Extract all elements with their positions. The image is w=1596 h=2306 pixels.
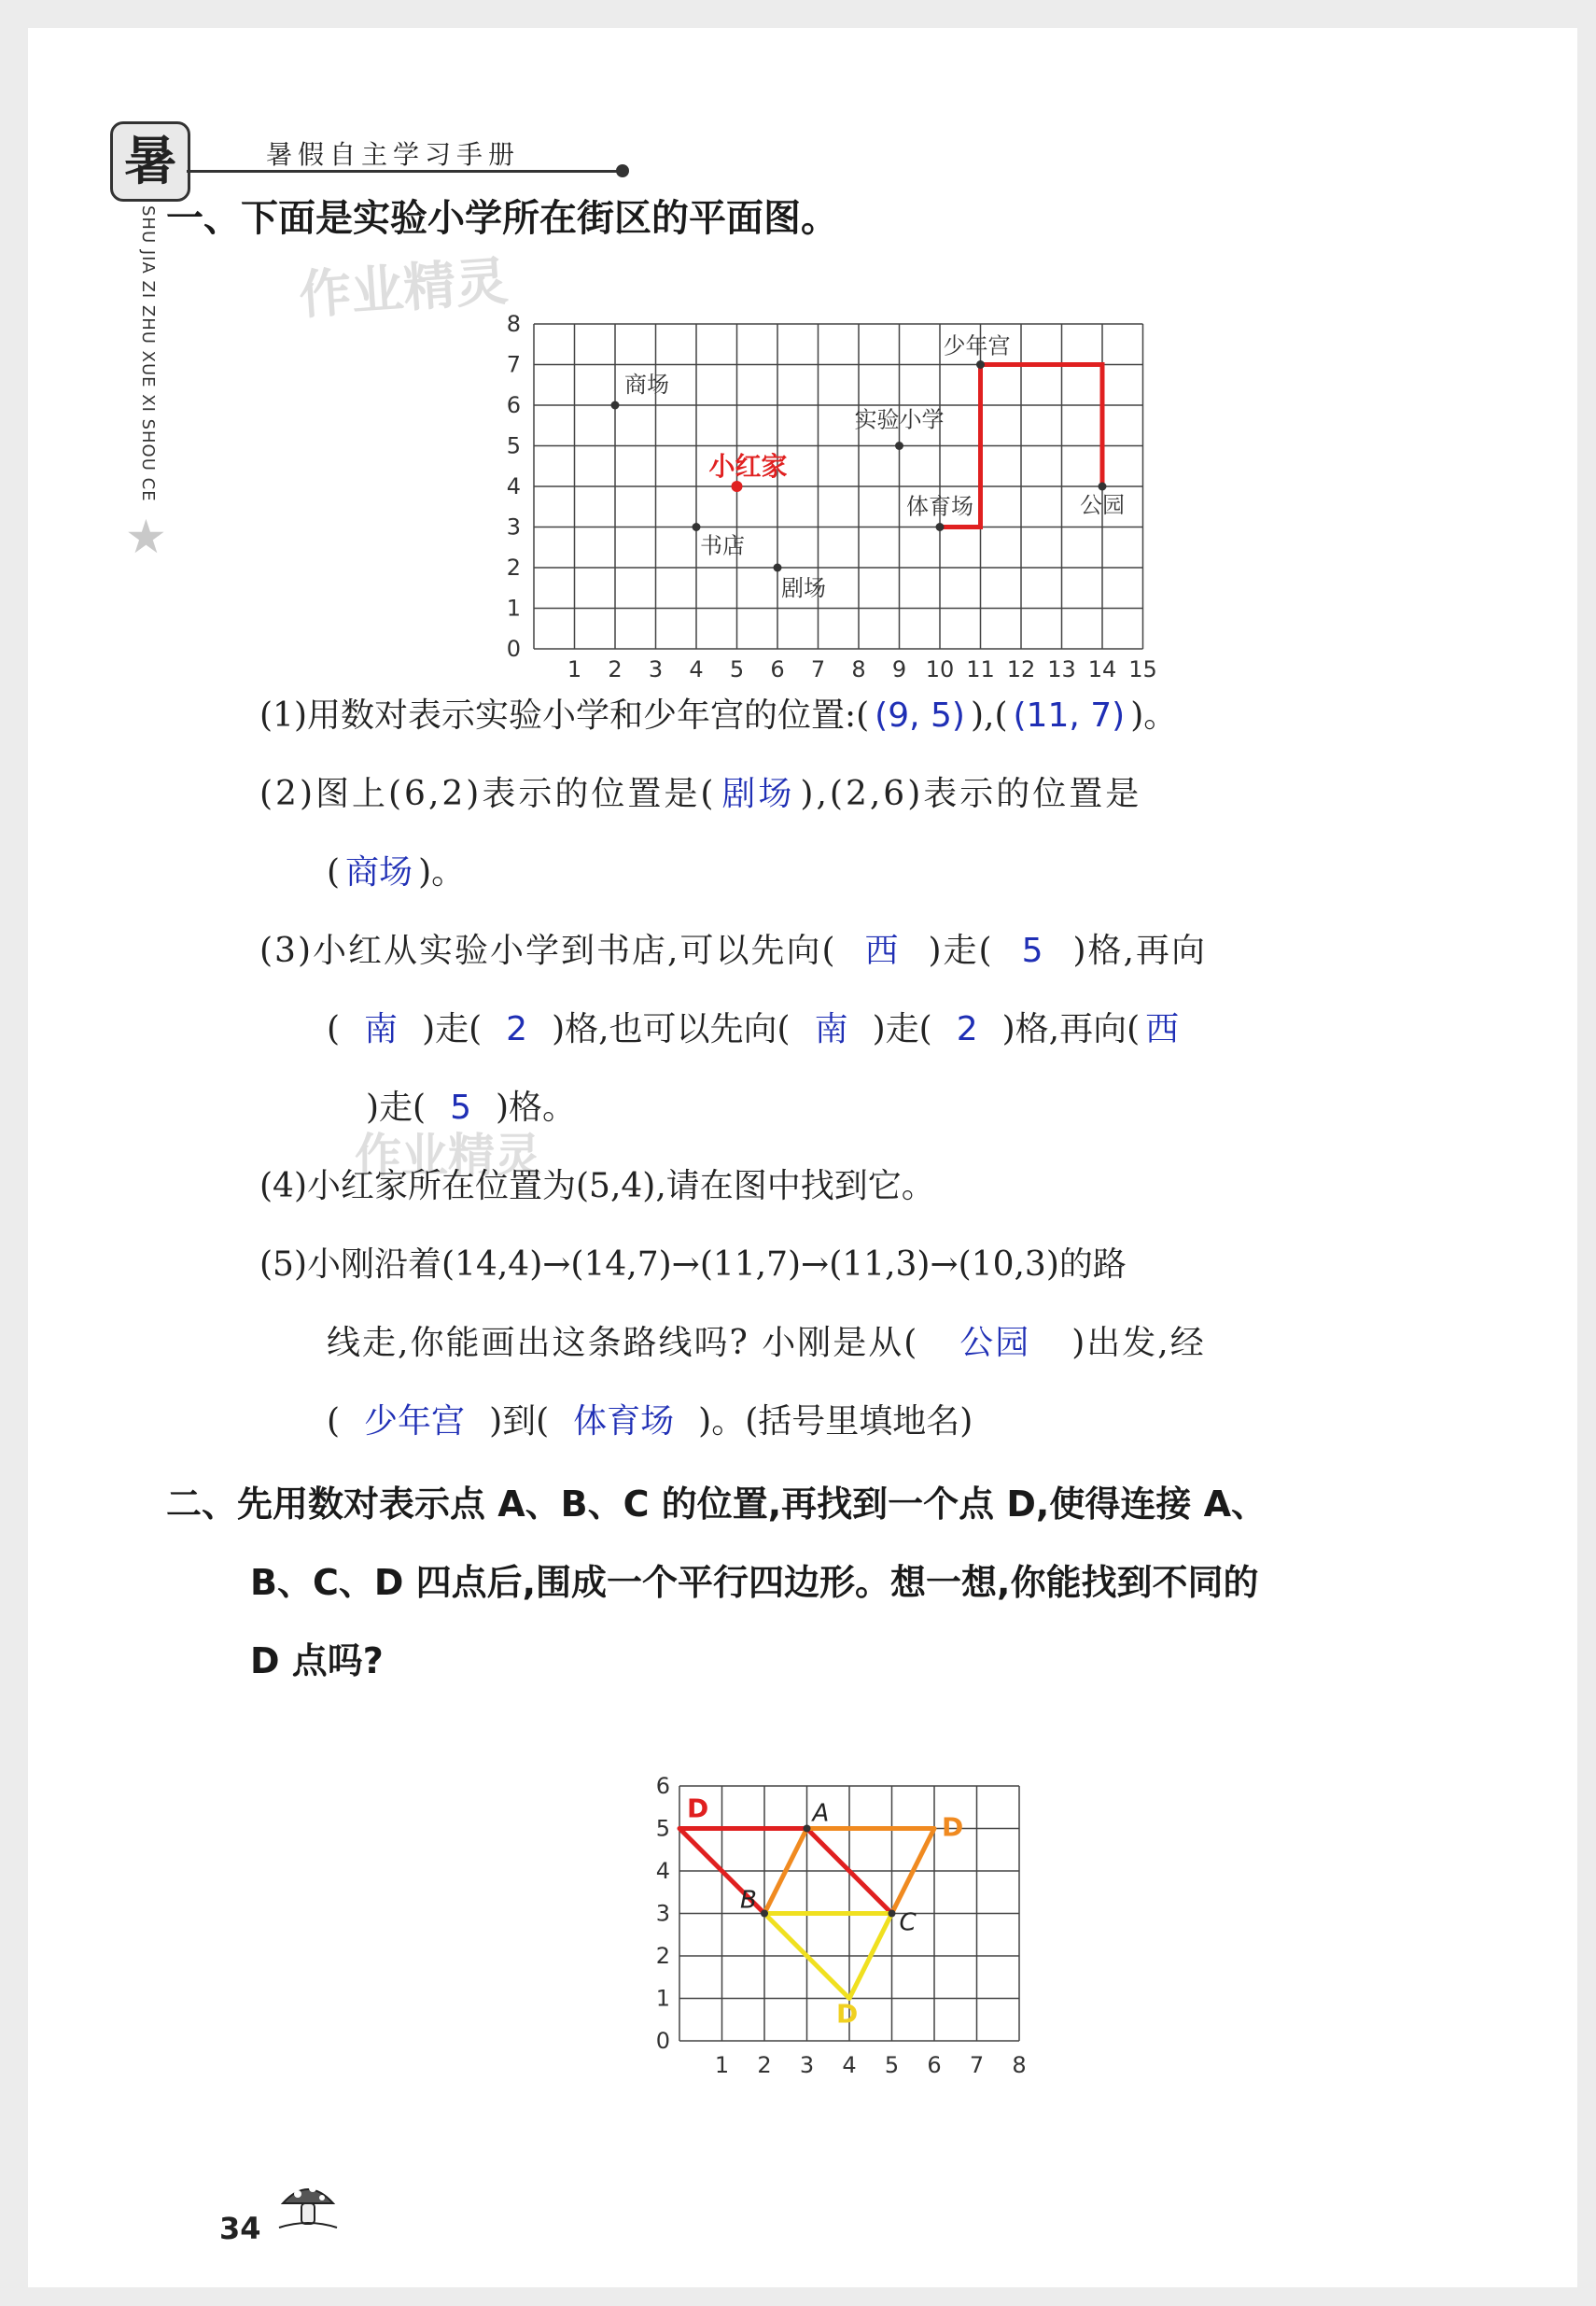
answer-school-position: (9, 5)	[875, 696, 965, 735]
point-marker	[804, 1825, 811, 1833]
header-title: 暑假自主学习手册	[266, 139, 521, 170]
x-tick-label: 8	[851, 656, 866, 682]
vertical-pinyin: SHU JIA ZI ZHU XUE XI SHOU CE	[138, 205, 158, 502]
question-2	[259, 767, 1141, 815]
x-tick-label: 3	[799, 2052, 815, 2078]
answer-west: 西	[1145, 1010, 1180, 1048]
q5-text: 线走,你能画出这条路线吗? 小刚是从(	[327, 1324, 919, 1362]
y-tick-label: 0	[655, 2028, 670, 2054]
q3-text: )走(	[422, 1010, 483, 1048]
place-point	[611, 401, 620, 410]
answer-youth-palace: 少年宫	[364, 1402, 466, 1441]
answer-five: 5	[450, 1089, 471, 1127]
x-tick-label: 15	[1128, 656, 1157, 682]
section2-line1: 二、先用数对表示点 A、B、C 的位置,再找到一个点 D,使得连接 A、	[166, 1483, 1267, 1525]
q2-mid: ),(2,6)表示的位置是	[800, 775, 1142, 813]
q3-text: )格,再向	[1072, 932, 1207, 970]
section2-line3: D 点吗?	[250, 1640, 384, 1681]
point-label: D	[687, 1793, 709, 1824]
x-tick-label: 8	[1012, 2052, 1027, 2078]
q3-text: )走(	[928, 932, 994, 970]
place-label: 少年宫	[943, 332, 1011, 359]
y-tick-label: 4	[506, 473, 521, 499]
question-3-line3	[366, 1081, 576, 1129]
question-3	[259, 924, 1207, 972]
y-tick-label: 2	[506, 555, 521, 581]
q3-text: )走(	[366, 1089, 427, 1127]
q3-text: )格,也可以先向(	[552, 1010, 791, 1048]
x-tick-label: 7	[810, 656, 826, 682]
mushroom-icon	[275, 2175, 341, 2231]
place-label: 书店	[700, 532, 745, 559]
y-tick-label: 1	[506, 595, 521, 622]
point-label: A	[812, 1799, 830, 1828]
y-tick-label: 3	[506, 513, 521, 541]
answer-theater: 剧场	[721, 775, 795, 813]
q1-end: )。	[1130, 696, 1178, 735]
answer-stadium: 体育场	[573, 1402, 675, 1441]
q3-text: (3)小红从实验小学到书店,可以先向(	[259, 932, 837, 970]
x-tick-label: 3	[648, 656, 664, 682]
point-marker	[889, 1910, 896, 1918]
x-tick-label: 2	[608, 656, 623, 682]
x-tick-label: 10	[925, 656, 955, 682]
q5-text: )出发,经	[1071, 1324, 1206, 1362]
point-label: B	[740, 1886, 757, 1915]
point-label: C	[899, 1908, 917, 1937]
place-point	[895, 442, 903, 450]
star-icon: ★	[125, 510, 167, 564]
y-tick-label: 2	[655, 1943, 670, 1969]
x-tick-label: 5	[729, 656, 745, 682]
x-tick-label: 1	[567, 656, 582, 682]
page-number: 34	[219, 2211, 261, 2246]
question-5	[259, 1238, 1127, 1286]
y-tick-label: 5	[506, 432, 521, 459]
y-tick-label: 6	[506, 392, 521, 418]
place-point	[1099, 483, 1107, 491]
x-tick-label: 14	[1087, 656, 1117, 682]
place-point	[774, 564, 782, 572]
answer-south: 南	[814, 1010, 848, 1048]
q3-text: )格,再向(	[1001, 1010, 1141, 1048]
place-label: 小红家	[708, 451, 788, 482]
street-map-chart	[485, 294, 1185, 691]
q1-text: (1)用数对表示实验小学和少年宫的位置:(	[259, 696, 870, 735]
y-tick-label: 0	[506, 636, 521, 662]
parallelogram-grid-chart	[607, 1727, 1036, 2091]
y-tick-label: 1	[655, 1985, 670, 2012]
q3-text: )格。	[496, 1089, 577, 1127]
section1-heading: 一、下面是实验小学所在街区的平面图。	[166, 197, 838, 240]
question-2-line2	[327, 846, 465, 893]
q3-text: (	[327, 1010, 341, 1048]
watermark: 作业精灵	[297, 251, 511, 327]
q1-mid: ),(	[970, 696, 1008, 735]
section2-line2: B、C、D 四点后,围成一个平行四边形。想一想,你能找到不同的	[250, 1562, 1259, 1603]
place-label: 公园	[1080, 492, 1125, 518]
answer-mall: 商场	[345, 853, 413, 892]
x-tick-label: 1	[714, 2052, 730, 2078]
x-tick-label: 2	[757, 2052, 772, 2078]
question-1	[259, 689, 1177, 737]
q2-open: (	[327, 853, 341, 892]
q5-text: )。(括号里填地名)	[698, 1402, 973, 1441]
q5-text: (5)小刚沿着(14,4)→(14,7)→(11,7)→(11,3)→(10,3)的路	[259, 1245, 1127, 1284]
x-tick-label: 7	[969, 2052, 985, 2078]
x-tick-label: 13	[1047, 656, 1076, 682]
x-tick-label: 4	[842, 2052, 857, 2078]
answer-five: 5	[1021, 932, 1045, 970]
point-label: D	[942, 1811, 964, 1843]
workbook-page	[28, 28, 1577, 2287]
x-tick-label: 12	[1006, 656, 1036, 682]
q4-text: (4)小红家所在位置为(5,4),请在图中找到它。	[259, 1167, 935, 1205]
watermark: 作业精灵	[355, 1129, 541, 1183]
y-tick-label: 3	[655, 1900, 670, 1927]
place-point	[976, 360, 985, 369]
place-point	[693, 523, 701, 531]
place-label: 体育场	[906, 493, 973, 520]
y-tick-label: 8	[506, 311, 521, 337]
y-tick-label: 5	[655, 1815, 670, 1842]
place-label: 实验小学	[854, 406, 945, 433]
question-3-line2	[327, 1003, 1184, 1050]
place-point	[936, 523, 945, 531]
answer-palace-position: (11, 7)	[1013, 696, 1126, 735]
q3-text: )走(	[872, 1010, 932, 1048]
answer-park: 公园	[959, 1324, 1031, 1362]
y-tick-label: 7	[506, 351, 521, 378]
x-tick-label: 11	[966, 656, 995, 682]
point-label: D	[836, 1998, 859, 2030]
q5-text: (	[327, 1402, 341, 1441]
x-tick-label: 9	[891, 656, 907, 682]
q2-text: (2)图上(6,2)表示的位置是(	[259, 775, 717, 813]
question-5-line3	[327, 1395, 973, 1442]
answer-two: 2	[506, 1010, 528, 1048]
y-tick-label: 6	[655, 1773, 670, 1799]
answer-two: 2	[956, 1010, 978, 1048]
place-label: 商场	[624, 372, 669, 398]
point-marker	[761, 1910, 768, 1918]
q2-end: )。	[418, 853, 466, 892]
x-tick-label: 5	[884, 2052, 900, 2078]
place-point	[732, 481, 743, 492]
y-tick-label: 4	[655, 1858, 670, 1884]
q5-text: )到(	[489, 1402, 550, 1441]
answer-south: 南	[364, 1010, 399, 1048]
question-4	[259, 1160, 935, 1207]
x-tick-label: 6	[770, 656, 785, 682]
x-tick-label: 4	[689, 656, 704, 682]
place-label: 剧场	[781, 575, 826, 601]
answer-west: 西	[864, 932, 901, 970]
header-badge: 暑	[110, 121, 190, 202]
question-5-line2	[327, 1316, 1206, 1364]
header-dot	[616, 164, 629, 177]
header-rule	[187, 170, 623, 173]
x-tick-label: 6	[927, 2052, 942, 2078]
